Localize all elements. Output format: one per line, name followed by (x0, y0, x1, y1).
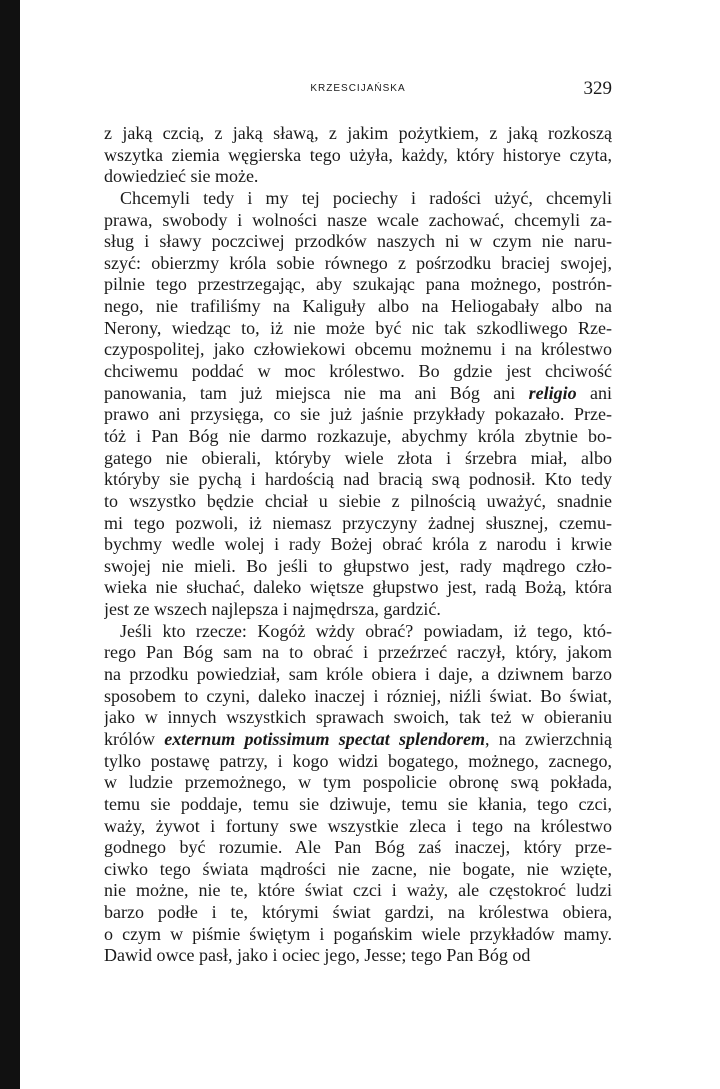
text-line: o czym w piśmie świętym i pogańskim wiele przykładów mamy. (104, 923, 612, 944)
text-line: Chcemyli tedy i my tej pociechy i radości użyć, chcemyli (120, 187, 612, 208)
text-line: dowiedzieć sie może. (104, 166, 259, 187)
text-line: Jeśli kto rzecze: Kogóż wżdy obrać? powiadam, iż tego, któ- (120, 620, 612, 641)
text-line: któryby sie pychą i hardością nad bracią swą podnosił. Kto tedy (104, 469, 612, 490)
text-line: to wszystko będzie chciał u siebie z pilnością uważyć, snadnie (104, 490, 612, 511)
text-line: królów externum potissimum spectat splendorem, na zwierzchnią (104, 728, 612, 749)
text-line: waży, żywot i fortuny swe wszystkie zleca i tego na królestwo (104, 815, 612, 836)
text-line: szyć: obierzmy króla sobie równego z pośrzodku braciej swojej, (104, 252, 612, 273)
text-line: swojej nie mieli. Bo jeśli to głupstwo jest, rady mądrego czło- (104, 555, 612, 576)
running-title: KRZESCIJAŃSKA (310, 83, 406, 94)
text-line: rego Pan Bóg sam na to obrać i przeźrzeć raczył, który, jakom (104, 642, 612, 663)
paragraph (104, 621, 612, 967)
page-number: 329 (583, 78, 612, 99)
text-line: jest ze wszech najlepsza i najmędrsza, gardzić. (104, 599, 441, 620)
text-line: godnego być rozumie. Ale Pan Bóg zaś inaczej, który prze- (104, 837, 612, 858)
text-line: Dawid owce pasł, jako i ociec jego, Jesse; tego Pan Bóg od (104, 945, 531, 966)
text-line: w ludzie przemożnego, w tym pospolicie obronę swą pokłada, (104, 772, 612, 793)
text-line: tóż i Pan Bóg nie darmo rozkazuje, abychmy króla zbytnie bo- (104, 425, 612, 446)
latin-phrase: religio (528, 382, 577, 403)
text-line: chciwemu poddać w moc królestwo. Bo gdzie jest chciwość (104, 361, 612, 382)
text-line: sług i sławy poczciwej przodków naszych ni w czym nie naru- (104, 231, 612, 252)
latin-phrase: externum potissimum spectat splendorem (164, 728, 486, 749)
scan-binding-edge (0, 0, 20, 1089)
text-line: prawo ani przysięga, co sie już jaśnie przykłady pokazało. Prze- (104, 404, 612, 425)
text-line: nego, nie trafiliśmy na Kaliguły albo na Heliogabały albo na (104, 296, 612, 317)
paragraph (104, 123, 612, 188)
text-line: temu sie poddaje, temu sie dziwuje, temu sie kłania, tego czci, (104, 793, 612, 814)
text-line: jako w innych wszystkich sprawach swoich, tak też w obieraniu (104, 707, 612, 728)
text-line: gatego nie obierali, któryby wiele złota i śrzebra miał, albo (104, 447, 612, 468)
text-line: wieka nie słuchać, daleko więtsze głupstwo jest, radą Bożą, która (104, 577, 612, 598)
text-line: nie możne, nie te, które świat czci i waży, ale częstokroć ludzi (104, 880, 612, 901)
text-line: mi tego pozwoli, iż niemasz przyczyny żadnej słusznej, czemu- (104, 512, 612, 533)
text-line: Nerony, wiedząc to, iż nie może być nic tak szkodliwego Rze- (104, 317, 612, 338)
text-line: wszytka ziemia węgierska tego użyła, każdy, który historye czyta, (104, 144, 612, 165)
text-line: na przodku powiedział, sam króle obiera i daje, a dziwnem barzo (104, 664, 612, 685)
paragraph (104, 188, 612, 621)
text-line: ciwko tego świata mądrości nie zacne, nie bogate, nie wzięte, (104, 858, 612, 879)
text-line: czypospolitej, jako człowiekowi obcemu możnemu i na królestwo (104, 339, 612, 360)
text-line: bychmy wedle wolej i rady Bożej obrać króla z narodu i krwie (104, 534, 612, 555)
text-line: pilnie tego przestrzegając, aby szukając pana możnego, postrón- (104, 274, 612, 295)
body-text (104, 123, 612, 967)
text-line: prawa, swobody i wolności nasze wcale zachować, chcemyli za- (104, 209, 612, 230)
text-line: tylko postawę patrzy, i kogo widzi bogatego, możnego, zacnego, (104, 750, 612, 771)
page-header (104, 80, 612, 104)
text-line: sposobem to czyni, daleko inaczej i rózniej, niźli świat. Bo świat, (104, 685, 612, 706)
text-line: z jaką czcią, z jaką sławą, z jakim pożytkiem, z jaką rozkoszą (104, 123, 612, 143)
text-line: panowania, tam już miejsca nie ma ani Bóg ani religio ani (104, 382, 612, 403)
text-line: barzo podłe i te, którymi świat gardzi, na królestwa obiera, (104, 902, 612, 923)
